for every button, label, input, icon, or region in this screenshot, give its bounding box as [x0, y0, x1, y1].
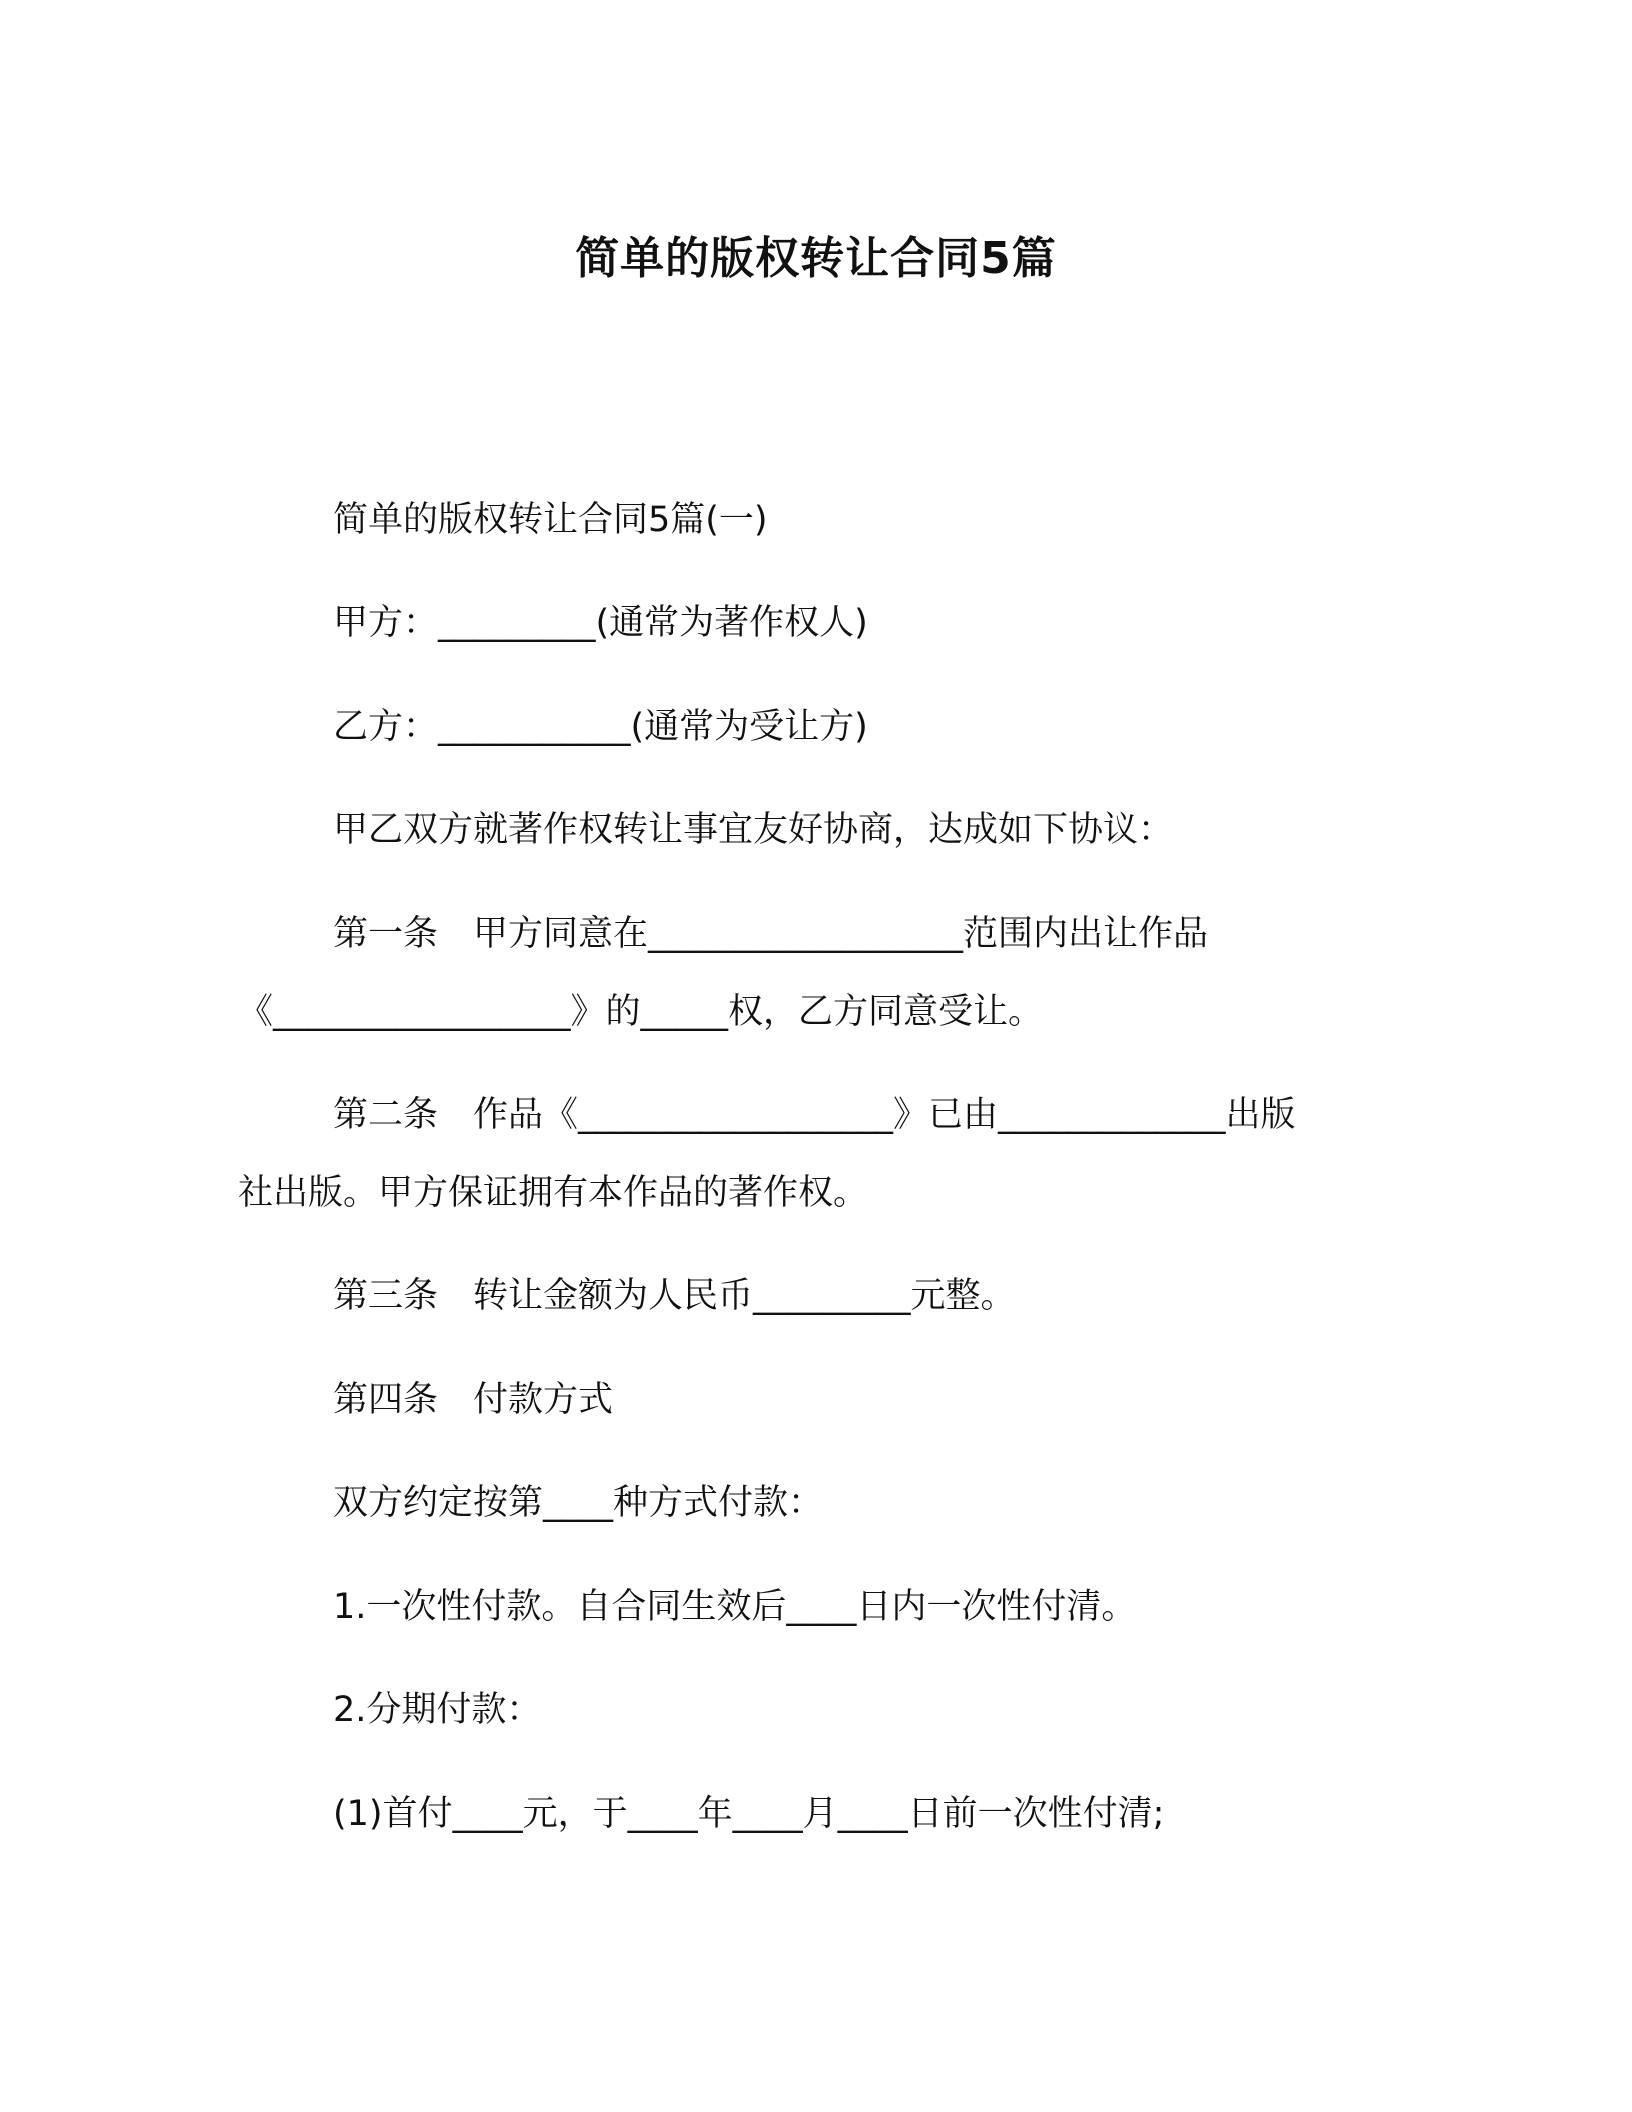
installment-item-1: (1)首付____元，于____年____月____日前一次性付清;	[333, 1794, 1165, 1834]
payment-option-1: 1.一次性付款。自合同生效后____日内一次性付清。	[333, 1587, 1137, 1627]
article-2-line-2: 社出版。甲方保证拥有本作品的著作权。	[238, 1173, 869, 1213]
article-4-heading: 第四条 付款方式	[333, 1380, 614, 1420]
article-2-line-1: 第二条 作品《__________________》已由_____________出版	[333, 1095, 1296, 1135]
document-title: 简单的版权转让合同5篇	[575, 233, 1057, 284]
payment-option-2: 2.分期付款：	[333, 1690, 542, 1730]
party-b-line: 乙方：___________(通常为受让方)	[333, 707, 868, 747]
article-1-line-2: 《_________________》的_____权，乙方同意受让。	[238, 992, 1044, 1032]
article-1-line-1: 第一条 甲方同意在__________________范围内出让作品	[333, 914, 1209, 954]
payment-method-line: 双方约定按第____种方式付款：	[333, 1483, 824, 1523]
party-a-line: 甲方：_________(通常为著作权人)	[333, 603, 868, 643]
article-3: 第三条 转让金额为人民币_________元整。	[333, 1276, 1016, 1316]
section-heading: 简单的版权转让合同5篇(一)	[333, 500, 768, 540]
agreement-intro: 甲乙双方就著作权转让事宜友好协商，达成如下协议：	[333, 810, 1174, 850]
